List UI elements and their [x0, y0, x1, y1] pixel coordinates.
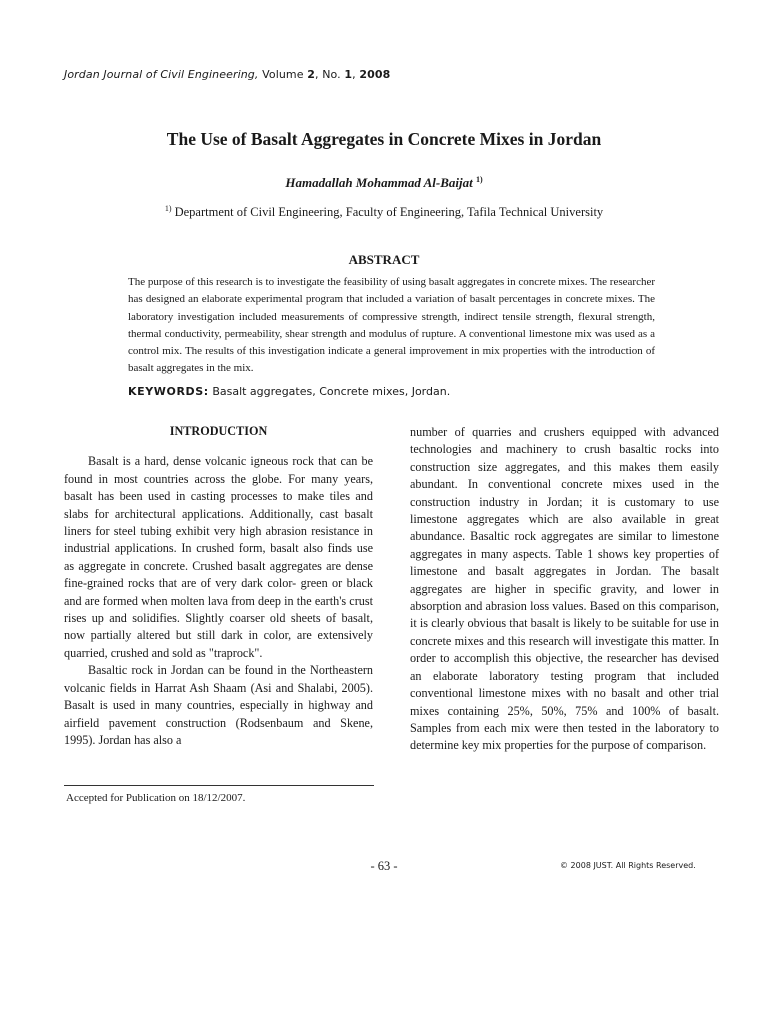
journal-header: Jordan Journal of Civil Engineering, Volume 2, No. 1, 2008 — [64, 68, 391, 81]
keywords-text: Basalt aggregates, Concrete mixes, Jordan. — [212, 385, 451, 398]
author-mark: 1) — [475, 175, 483, 184]
left-column — [64, 423, 373, 749]
body-paragraph: number of quarries and crushers equipped with advanced technologies and machinery to crush basaltic rocks into construction size aggregates, and this makes them easily abundant. In conventional concrete mixes used in the construction industry in Jordan; it is customary to use limestone aggregates which are also available in great abundance. Basaltic rock aggregates are similar to limestone aggregates in many aspects. Table 1 shows key properties of limestone and basalt aggregates in Jordan. The basalt aggregates are higher in specific gravity, and lower in absorption and abrasion loss values. Based on this comparison, it is clearly obvious that basalt is likely to be suitable for use in concrete mixes and this research will investigate this matter. In order to accomplish this objective, the researcher has devised an elaborate laboratory testing program that included conventional limestone mixes with no basalt and other trial mixes containing 25%, 50%, 75% and 100% of basalt. Samples from each mix were then tested in the laboratory to determine key mix properties for the purpose of comparison. — [410, 425, 719, 753]
right-column — [410, 424, 719, 755]
body-paragraph: Basalt is a hard, dense volcanic igneous rock that can be found in most countries across the globe. For many years, basalt has been used in casting processes to make tiles and slabs for architectural applications. Additionally, cast basalt liners for steel tubing exhibit very high abrasion resistance in industrial applications. In crushed form, basalt also finds use as aggregate in concrete. Crushed basalt aggregates are dense fine-grained rocks that are of very dark color- green or black and are formed when molten lava from deep in the earth's crust rises up and solidifies. Slightly coarser old sheets of basalt, now partially altered but still dark in color, are extensively quarried, crushed and sold as "traprock". — [64, 454, 373, 660]
footnote-divider — [64, 785, 374, 786]
page-number: - 63 - — [370, 859, 398, 873]
issue-number: 1 — [344, 68, 353, 81]
paper-title: The Use of Basalt Aggregates in Concrete Mixes in Jordan — [166, 129, 602, 149]
affiliation-text: Department of Civil Engineering, Faculty of Engineering, Tafila Technical University — [174, 205, 604, 219]
body-paragraph: Basaltic rock in Jordan can be found in the Northeastern volcanic fields in Harrat Ash Shaam (Asi and Shalabi, 2005). Basalt is used in many countries, especially in highway and airfield pavement construction (Rodsenbaum and Skene, 1995). Jordan has also a — [64, 663, 373, 747]
author-name: Hamadallah Mohammad Al-Baijat — [285, 175, 473, 190]
footnote: Accepted for Publication on 18/12/2007. — [66, 792, 246, 804]
introduction-heading: INTRODUCTION — [169, 424, 268, 438]
author-line — [0, 175, 768, 191]
number-label: No. — [322, 68, 341, 81]
abstract-heading: ABSTRACT — [348, 252, 420, 267]
keywords-line — [128, 385, 450, 398]
keywords-label: KEYWORDS: — [128, 385, 209, 398]
volume-number: 2 — [307, 68, 315, 81]
copyright-notice: © 2008 JUST. All Rights Reserved. — [560, 861, 696, 870]
affiliation-mark: 1) — [164, 204, 172, 213]
journal-name: Jordan Journal of Civil Engineering, — [64, 68, 259, 81]
affiliation-line — [0, 204, 768, 220]
journal-year: 2008 — [359, 68, 391, 81]
abstract-text: The purpose of this research is to investigate the feasibility of using basalt aggregates in concrete mixes. The researcher has designed an elaborate experimental program that included a variation of basalt percentages in concrete mixes. The laboratory investigation included measurements of compressive strength, indirect tensile strength, flexural strength, thermal conductivity, permeability, shear strength and modulus of rupture. A conventional limestone mix was used as a control mix. The results of this investigation indicate a general improvement in mix properties with the introduction of basalt aggregates in the mix. — [128, 276, 655, 375]
volume-label: Volume — [262, 68, 304, 81]
